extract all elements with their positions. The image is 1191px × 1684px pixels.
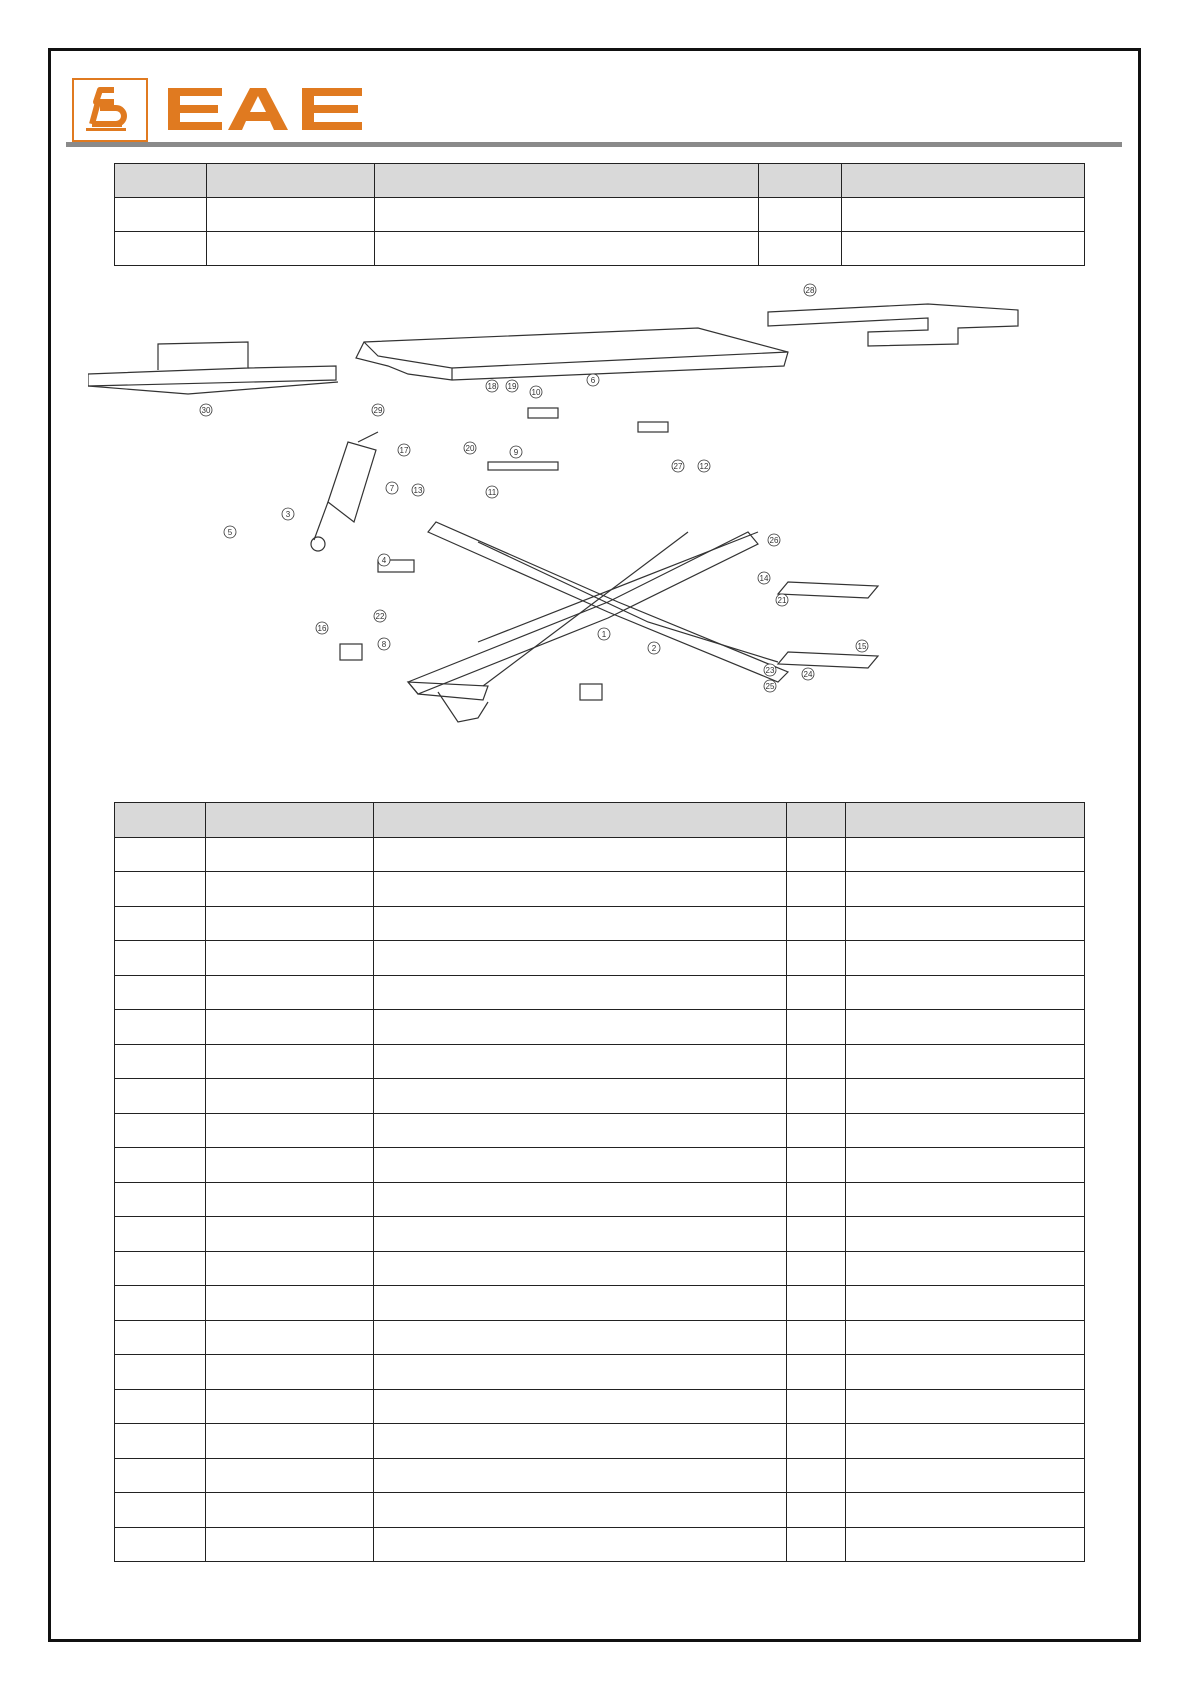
table-row — [115, 198, 1085, 232]
header-divider — [66, 142, 1122, 147]
table-cell — [787, 941, 846, 976]
table-cell — [115, 1527, 206, 1562]
svg-text:24: 24 — [803, 670, 813, 679]
svg-text:22: 22 — [375, 612, 385, 621]
table-cell — [787, 906, 846, 941]
callout-22 — [374, 610, 386, 622]
callout-29 — [372, 404, 384, 416]
table-cell — [374, 1079, 787, 1114]
svg-text:10: 10 — [531, 388, 541, 397]
table-row — [115, 1389, 1085, 1424]
table-cell — [206, 1389, 374, 1424]
table-cell — [115, 1079, 206, 1114]
svg-text:29: 29 — [373, 406, 383, 415]
svg-text:11: 11 — [487, 488, 497, 497]
table-header-row — [115, 164, 1085, 198]
table-cell — [206, 1010, 374, 1045]
table-row — [115, 1148, 1085, 1183]
table-cell — [846, 1044, 1085, 1079]
table-cell — [787, 872, 846, 907]
svg-text:13: 13 — [413, 486, 423, 495]
svg-text:30: 30 — [201, 406, 211, 415]
table-cell — [846, 1182, 1085, 1217]
table-row — [115, 1493, 1085, 1528]
exploded-parts-diagram — [88, 282, 1108, 792]
callout-20 — [464, 442, 476, 454]
table-cell — [374, 1493, 787, 1528]
svg-text:19: 19 — [507, 382, 517, 391]
brand-logo-wordmark — [166, 84, 366, 134]
table-cell — [115, 975, 206, 1010]
callout-26 — [768, 534, 780, 546]
table-cell — [115, 1458, 206, 1493]
svg-text:28: 28 — [805, 286, 815, 295]
top-info-table — [114, 163, 1085, 266]
callout-25 — [764, 680, 776, 692]
table-row — [115, 1286, 1085, 1321]
svg-text:3: 3 — [285, 510, 291, 519]
table-cell — [206, 906, 374, 941]
callout-24 — [802, 668, 814, 680]
table-cell — [115, 1389, 206, 1424]
parts-list-table — [114, 802, 1085, 1562]
table-cell — [374, 1424, 787, 1459]
svg-text:16: 16 — [317, 624, 327, 633]
callout-5 — [224, 526, 236, 538]
svg-text:4: 4 — [381, 556, 387, 565]
table-cell — [115, 1355, 206, 1390]
callout-27 — [672, 460, 684, 472]
table-row — [115, 232, 1085, 266]
table-cell — [846, 1217, 1085, 1252]
table-cell — [374, 975, 787, 1010]
callout-7 — [386, 482, 398, 494]
table-cell — [206, 1182, 374, 1217]
table-cell — [206, 1286, 374, 1321]
table-cell — [115, 837, 206, 872]
table-cell — [374, 1527, 787, 1562]
table-cell — [846, 1527, 1085, 1562]
table-cell — [787, 1320, 846, 1355]
table-cell — [115, 1113, 206, 1148]
table-cell — [787, 1389, 846, 1424]
table-cell — [787, 837, 846, 872]
table-cell — [787, 1355, 846, 1390]
parts-table-body — [115, 837, 1085, 1562]
callout-28 — [804, 284, 816, 296]
table-cell — [115, 1493, 206, 1528]
callout-30 — [200, 404, 212, 416]
table-cell — [374, 1217, 787, 1252]
table-row — [115, 872, 1085, 907]
table-row — [115, 1355, 1085, 1390]
table-cell — [206, 1079, 374, 1114]
table-cell — [115, 1251, 206, 1286]
table-cell — [206, 1527, 374, 1562]
svg-text:2: 2 — [651, 644, 657, 653]
svg-text:27: 27 — [673, 462, 683, 471]
svg-text:1: 1 — [601, 630, 607, 639]
table-cell — [787, 1217, 846, 1252]
table-cell — [846, 837, 1085, 872]
callout-3 — [282, 508, 294, 520]
table-cell — [206, 1148, 374, 1183]
callout-9 — [510, 446, 522, 458]
table-cell — [787, 1010, 846, 1045]
callout-19 — [506, 380, 518, 392]
table-row — [115, 1458, 1085, 1493]
table-cell — [115, 1010, 206, 1045]
callout-2 — [648, 642, 660, 654]
callout-1 — [598, 628, 610, 640]
table-cell — [846, 906, 1085, 941]
callout-4 — [378, 554, 390, 566]
table-row — [115, 1320, 1085, 1355]
table-row — [115, 1527, 1085, 1562]
callout-11 — [486, 486, 498, 498]
callout-14 — [758, 572, 770, 584]
table-cell — [846, 941, 1085, 976]
table-cell — [846, 975, 1085, 1010]
table-row — [115, 1217, 1085, 1252]
table-cell — [206, 1355, 374, 1390]
table-row — [115, 906, 1085, 941]
table-cell — [374, 1286, 787, 1321]
table-cell — [787, 1286, 846, 1321]
table-cell — [374, 1458, 787, 1493]
brand-logo-icon — [74, 80, 146, 140]
table-row — [115, 1113, 1085, 1148]
table-cell — [374, 1148, 787, 1183]
table-cell — [374, 1389, 787, 1424]
table-cell — [846, 1389, 1085, 1424]
table-cell — [787, 1424, 846, 1459]
svg-text:5: 5 — [227, 528, 233, 537]
table-cell — [115, 872, 206, 907]
table-row — [115, 975, 1085, 1010]
table-cell — [374, 941, 787, 976]
table-cell — [206, 1044, 374, 1079]
table-cell — [374, 837, 787, 872]
callout-15 — [856, 640, 868, 652]
svg-text:7: 7 — [389, 484, 395, 493]
table-cell — [787, 1527, 846, 1562]
table-cell — [787, 1458, 846, 1493]
table-cell — [374, 1113, 787, 1148]
table-cell — [374, 1355, 787, 1390]
callout-18 — [486, 380, 498, 392]
table-cell — [374, 1182, 787, 1217]
table-cell — [846, 1458, 1085, 1493]
table-cell — [846, 1148, 1085, 1183]
table-cell — [787, 1044, 846, 1079]
table-cell — [787, 1148, 846, 1183]
table-cell — [787, 1079, 846, 1114]
table-cell — [374, 906, 787, 941]
callout-10 — [530, 386, 542, 398]
table-cell — [115, 906, 206, 941]
table-row — [115, 1251, 1085, 1286]
svg-text:9: 9 — [513, 448, 519, 457]
table-cell — [846, 1424, 1085, 1459]
table-cell — [787, 1493, 846, 1528]
callout-21 — [776, 594, 788, 606]
table-cell — [206, 872, 374, 907]
svg-text:25: 25 — [765, 682, 775, 691]
svg-text:21: 21 — [777, 596, 787, 605]
table-cell — [787, 975, 846, 1010]
svg-text:18: 18 — [487, 382, 497, 391]
table-row — [115, 1010, 1085, 1045]
table-cell — [115, 1044, 206, 1079]
table-cell — [206, 1493, 374, 1528]
table-cell — [374, 872, 787, 907]
svg-text:20: 20 — [465, 444, 475, 453]
table-cell — [787, 1251, 846, 1286]
callout-8 — [378, 638, 390, 650]
table-cell — [206, 837, 374, 872]
svg-text:15: 15 — [857, 642, 867, 651]
table-cell — [206, 941, 374, 976]
table-cell — [206, 1320, 374, 1355]
table-cell — [787, 1113, 846, 1148]
table-cell — [846, 1113, 1085, 1148]
svg-text:14: 14 — [759, 574, 769, 583]
table-row — [115, 837, 1085, 872]
callout-13 — [412, 484, 424, 496]
svg-text:8: 8 — [381, 640, 387, 649]
table-cell — [846, 1286, 1085, 1321]
table-cell — [115, 1286, 206, 1321]
brand-logo-mark — [72, 78, 148, 142]
table-cell — [846, 1320, 1085, 1355]
table-cell — [115, 1148, 206, 1183]
table-cell — [374, 1010, 787, 1045]
table-cell — [374, 1251, 787, 1286]
table-cell — [846, 1010, 1085, 1045]
table-header-row — [115, 803, 1085, 838]
table-cell — [206, 1424, 374, 1459]
table-row — [115, 1044, 1085, 1079]
callout-6 — [587, 374, 599, 386]
table-cell — [374, 1320, 787, 1355]
table-cell — [374, 1044, 787, 1079]
table-cell — [206, 1217, 374, 1252]
callout-23 — [764, 664, 776, 676]
table-cell — [787, 1182, 846, 1217]
callout-labels — [200, 284, 868, 692]
callout-17 — [398, 444, 410, 456]
table-cell — [206, 1113, 374, 1148]
table-cell — [846, 1493, 1085, 1528]
svg-text:23: 23 — [765, 666, 775, 675]
table-row — [115, 1079, 1085, 1114]
table-row — [115, 1424, 1085, 1459]
table-cell — [846, 1355, 1085, 1390]
table-cell — [115, 941, 206, 976]
table-cell — [206, 1251, 374, 1286]
callout-16 — [316, 622, 328, 634]
table-cell — [846, 1251, 1085, 1286]
table-cell — [115, 1182, 206, 1217]
table-row — [115, 1182, 1085, 1217]
table-cell — [115, 1320, 206, 1355]
table-cell — [206, 1458, 374, 1493]
table-cell — [115, 1424, 206, 1459]
svg-text:17: 17 — [399, 446, 409, 455]
svg-text:12: 12 — [699, 462, 709, 471]
svg-text:6: 6 — [590, 376, 596, 385]
table-cell — [206, 975, 374, 1010]
svg-text:26: 26 — [769, 536, 779, 545]
table-row — [115, 941, 1085, 976]
table-cell — [846, 872, 1085, 907]
callout-12 — [698, 460, 710, 472]
table-cell — [846, 1079, 1085, 1114]
table-cell — [115, 1217, 206, 1252]
